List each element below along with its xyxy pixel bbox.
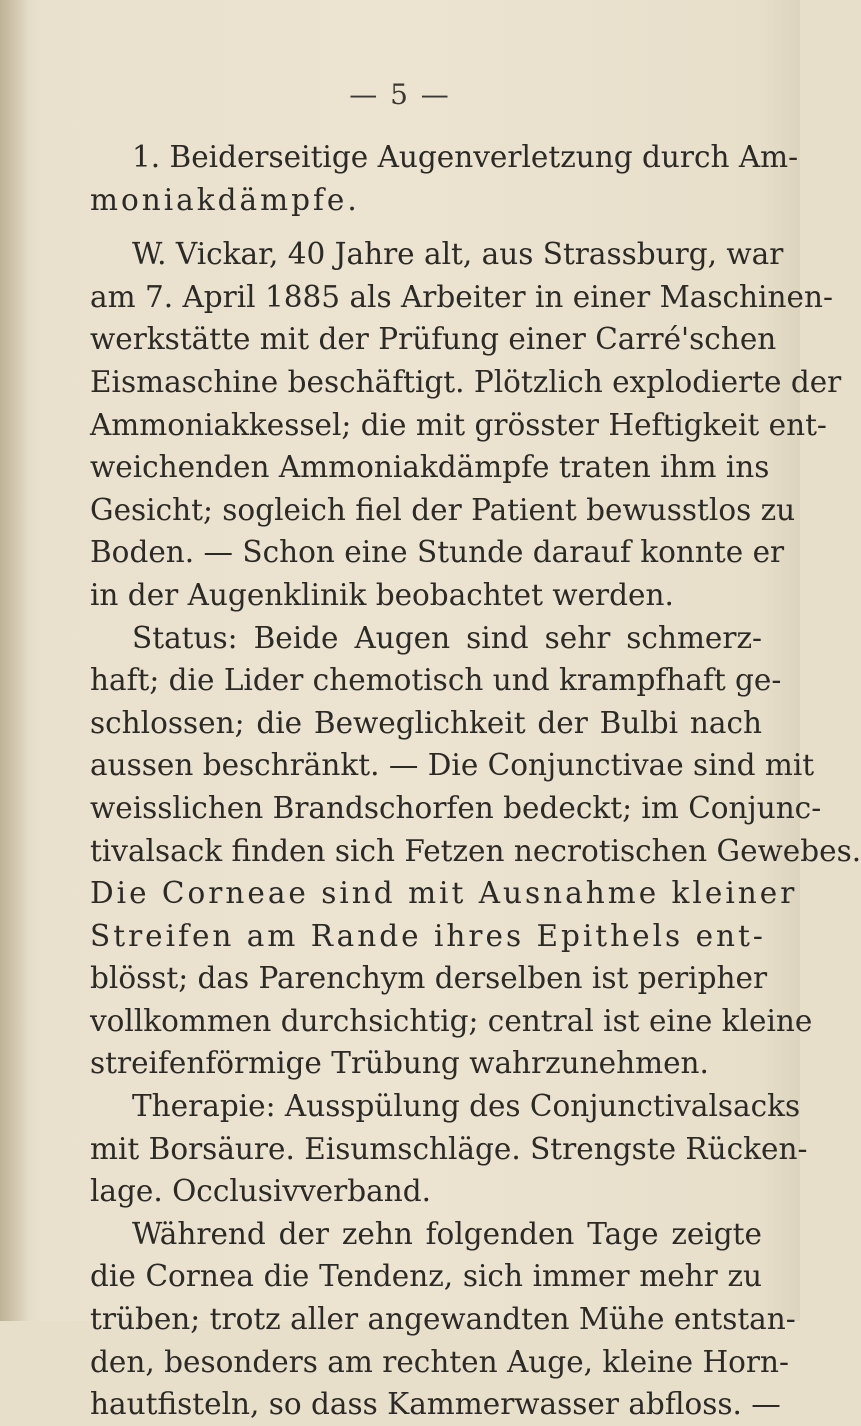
text-line: Die Corneae sind mit Ausnahme kleiner bbox=[90, 876, 798, 911]
text-line: Eismaschine beschäftigt. Plötzlich explodierte der bbox=[90, 364, 842, 399]
text-line: Gesicht; sogleich fiel der Patient bewusstlos zu bbox=[90, 492, 796, 527]
text-line: weisslichen Brandschorfen bedeckt; im Conjunc- bbox=[90, 790, 822, 825]
text-line: Status: Beide Augen sind sehr schmerz- bbox=[132, 620, 762, 655]
text-line: W. Vickar, 40 Jahre alt, aus Strassburg, war bbox=[132, 237, 784, 272]
spacer bbox=[90, 221, 762, 233]
text-line: weichenden Ammoniakdämpfe traten ihm ins bbox=[90, 450, 770, 485]
text-line: tivalsack finden sich Fetzen necrotischen Gewebes. bbox=[90, 833, 861, 868]
text-line: werkstätte mit der Prüfung einer Carré'schen bbox=[90, 322, 777, 357]
page-number: — 5 — bbox=[349, 78, 451, 111]
text-block bbox=[90, 136, 861, 1426]
section-heading-line-2: moniakdämpfe. bbox=[90, 182, 360, 217]
text-line: blösst; das Parenchym derselben ist peripher bbox=[90, 961, 768, 996]
section-heading-line-1: 1. Beiderseitige Augenverletzung durch Am- bbox=[132, 140, 799, 174]
text-line: aussen beschränkt. — Die Conjunctivae sind mit bbox=[90, 748, 815, 783]
text-line: streifenförmige Trübung wahrzunehmen. bbox=[90, 1046, 709, 1081]
text-line: Boden. — Schon eine Stunde darauf konnte er bbox=[90, 535, 785, 570]
text-line: hautfisteln, so dass Kammerwasser abfloss. — bbox=[90, 1387, 781, 1422]
text-line: lage. Occlusivverband. bbox=[90, 1174, 431, 1209]
text-line: Während der zehn folgenden Tage zeigte bbox=[132, 1216, 762, 1251]
text-line: am 7. April 1885 als Arbeiter in einer Maschinen- bbox=[90, 279, 833, 314]
text-line: Streifen am Rande ihres Epithels ent- bbox=[90, 918, 766, 953]
text-line: Therapie: Ausspülung des Conjunctivalsacks bbox=[132, 1089, 801, 1124]
text-line: schlossen; die Beweglichkeit der Bulbi nach bbox=[90, 705, 762, 740]
text-line: Ammoniakkessel; die mit grösster Heftigkeit ent- bbox=[90, 407, 827, 442]
text-line: in der Augenklinik beobachtet werden. bbox=[90, 577, 674, 612]
text-line: mit Borsäure. Eisumschläge. Strengste Rücken- bbox=[90, 1131, 808, 1166]
text-line: die Cornea die Tendenz, sich immer mehr zu bbox=[90, 1259, 762, 1294]
text-line: den, besonders am rechten Auge, kleine Horn- bbox=[90, 1344, 789, 1379]
text-line: haft; die Lider chemotisch und krampfhaft ge- bbox=[90, 663, 782, 698]
text-line: vollkommen durchsichtig; central ist eine kleine bbox=[90, 1003, 813, 1038]
text-line: trüben; trotz aller angewandten Mühe entstan- bbox=[90, 1302, 796, 1337]
page-edge-shadow bbox=[0, 0, 28, 1321]
